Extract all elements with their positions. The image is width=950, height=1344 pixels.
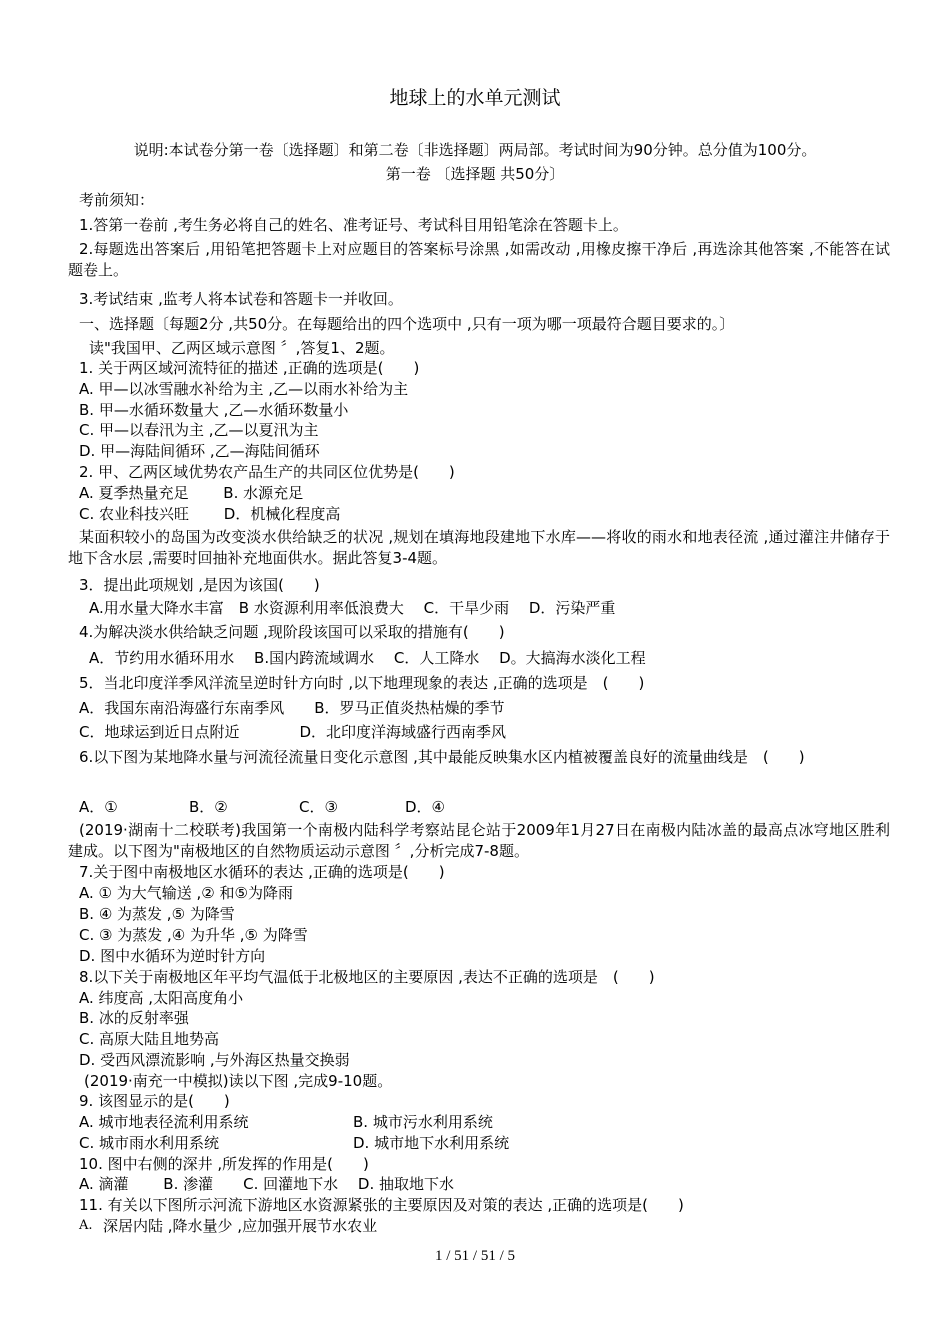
notice-heading: 考前须知： [79,191,155,209]
reading-prompt-1-2: 读"我国甲、乙两区域示意图 〞,答复1、2题。 [89,339,395,357]
question-3: 3．提出此项规划 ,是因为该国( ) [79,576,320,594]
question-5: 5．当北印度洋季风洋流呈逆时针方向时 ,以下地理现象的表达 ,正确的选项是 ( ) [79,674,645,692]
q6-option-b: B．② [189,798,228,816]
q9-option-d: D. 城市地下水利用系统 [353,1134,510,1152]
question-6: 6.以下图为某地降水量与河流径流量日变化示意图 ,其中最能反映集水区内植被覆盖良好的流量曲线是 ( ) [79,748,805,766]
passage-7-8: (2019·湖南十二校联考)我国第一个南极内陆科学考察站昆仑站于2009年1月27日在南极内陆冰盖的最高点冰穹地区胜利建成。以下图为"南极地区的自然物质运动示意图 〞,分析完成7-8题。 [68,821,890,860]
q1-option-b: B. 甲—水循环数量大 ,乙—水循环数量小 [79,401,349,419]
question-11: 11. 有关以下图所示河流下游地区水资源紧张的主要原因及对策的表达 ,正确的选项是( ) [79,1196,684,1214]
q7-option-b: B. ④ 为蒸发 ,⑤ 为降雪 [79,905,235,923]
q8-option-a: A. 纬度高 ,太阳高度角小 [79,989,244,1007]
page-number-footer: 1 / 51 / 51 / 5 [434,1248,515,1264]
notice-item-3: 3.考试结束 ,监考人将本试卷和答题卡一并收回。 [79,290,403,308]
q8-option-d: D. 受西风漂流影响 ,与外海区热量交换弱 [79,1051,350,1069]
passage-9-10: (2019·南充一中模拟)读以下图 ,完成9-10题。 [84,1072,393,1090]
exam-instructions: 说明:本试卷分第一卷〔选择题〕和第二卷〔非选择题〕两局部。考试时间为90分钟。总分值为100分。 [133,141,817,159]
q5-options-ab: A．我国东南沿海盛行东南季风 B．罗马正值炎热枯燥的季节 [79,699,505,717]
passage-3-4: 某面积较小的岛国为改变淡水供给缺乏的状况 ,规划在填海地段建地下水库——将收的雨水和地表径流 ,通过灌注井储存于地下含水层 ,需要时回抽补充地面供水。据此答复3-4题。 [68,528,890,567]
q8-option-c: C. 高原大陆且地势高 [79,1030,220,1048]
q4-options: A．节约用水循环用水 B.国内跨流域调水 C．人工降水 D。大搞海水淡化工程 [89,649,646,667]
question-8: 8.以下关于南极地区年平均气温低于北极地区的主要原因 ,表达不正确的选项是 ( ) [79,968,655,986]
q7-option-c: C. ③ 为蒸发 ,④ 为升华 ,⑤ 为降雪 [79,926,308,944]
q7-option-a: A. ① 为大气输送 ,② 和⑤为降雨 [79,884,293,902]
question-10: 10. 图中右侧的深井 ,所发挥的作用是( ) [79,1155,369,1173]
question-1: 1. 关于两区域河流特征的描述 ,正确的选项是( ) [79,359,420,377]
question-2: 2. 甲、乙两区域优势农产品生产的共同区位优势是( ) [79,463,455,481]
q5-options-cd: C．地球运到近日点附近 D．北印度洋海域盛行西南季风 [79,723,507,741]
notice-item-1: 1.答第一卷前 ,考生务必将自己的姓名、准考证号、考试科目用铅笔涂在答题卡上。 [79,216,628,234]
question-7: 7.关于图中南极地区水循环的表达 ,正确的选项是( ) [79,863,445,881]
q9-option-a: A. 城市地表径流利用系统 [79,1113,249,1131]
q1-option-c: C. 甲—以春汛为主 ,乙—以夏汛为主 [79,421,319,439]
q1-option-d: D. 甲—海陆间循环 ,乙—海陆间循环 [79,442,320,460]
q9-option-c: C. 城市雨水利用系统 [79,1134,220,1152]
notice-item-2: 2.每题选出答案后 ,用铅笔把答题卡上对应题目的答案标号涂黑 ,如需改动 ,用橡皮擦干净后 ,再选涂其他答案 ,不能答在试题卷上。 [68,240,890,279]
q9-option-b: B. 城市污水利用系统 [353,1113,493,1131]
section-heading-choice: 一、选择题〔每题2分 ,共50分。在每题给出的四个选项中 ,只有一项为哪一项最符合题目要求的。〕 [79,315,735,333]
q8-option-b: B. 冰的反射率强 [79,1009,189,1027]
q6-option-c: C．③ [299,798,338,816]
q6-option-d: D．④ [405,798,445,816]
q10-options: A. 滴灌 B. 渗灌 C. 回灌地下水 D. 抽取地下水 [79,1175,454,1193]
part1-heading: 第一卷 〔选择题 共50分〕 [385,165,565,183]
q3-options: A.用水量大降水丰富 B 水资源利用率低浪费大 C．干旱少雨 D．污染严重 [89,599,616,617]
document-title: 地球上的水单元测试 [389,87,561,109]
q2-options-ab: A. 夏季热量充足 B. 水源充足 [79,484,304,502]
question-9: 9. 该图显示的是( ) [79,1092,230,1110]
q1-option-a: A. 甲—以冰雪融水补给为主 ,乙—以雨水补给为主 [79,380,409,398]
q11-option-a: 深居内陆 ,降水量少 ,应加强开展节水农业 [103,1217,378,1235]
q2-options-cd: C. 农业科技兴旺 D．机械化程度高 [79,505,341,523]
q7-option-d: D. 图中水循环为逆时针方向 [79,947,266,965]
q11-option-a-marker: A. [79,1218,93,1233]
question-4: 4.为解决淡水供给缺乏问题 ,现阶段该国可以采取的措施有( ) [79,623,505,641]
q6-option-a: A．① [79,798,118,816]
